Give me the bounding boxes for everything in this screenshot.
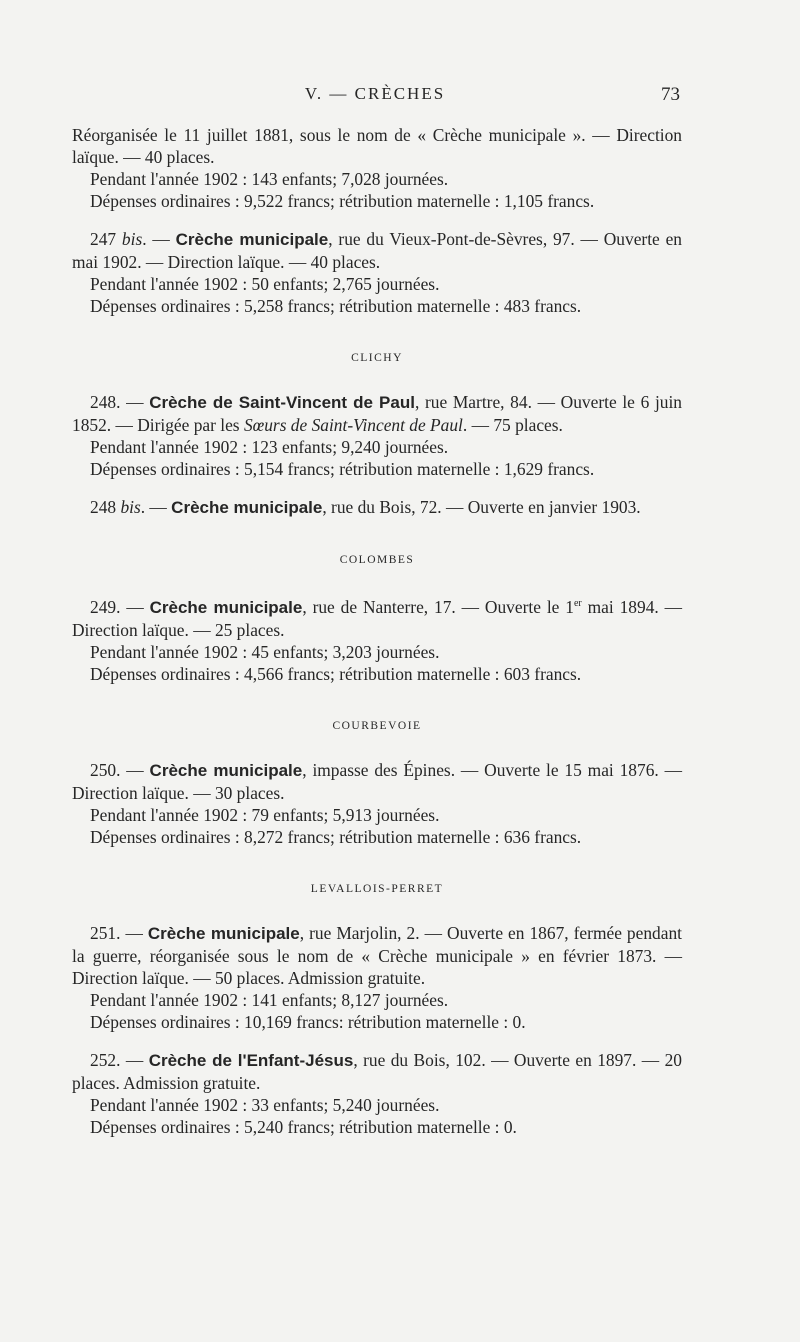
entry-247: 247 bis. — Crèche municipale, rue du Vieux-Pont-de-Sèvres, 97. — Ouverte en mai 1902. — Direction laïque. — 40 places. — [72, 229, 682, 272]
entry-title: Crèche de l'Enfant-Jésus — [148, 1050, 354, 1070]
paragraph: Réorganisée le 11 juillet 1881, sous le nom de « Crèche municipale ». — Direction laïque. — 40 places. — [72, 125, 682, 167]
entry-248-bis — [72, 496, 682, 519]
paragraph: Dépenses ordinaires : 10,169 francs: rétribution maternelle : 0. — [90, 1011, 526, 1032]
section-heading-colombes: COLOMBES — [339, 554, 415, 566]
entry-text: , rue du Vieux-Pont-de-Sèvres, 97. — Ouverte en mai 1902. — Direction laïque. — 40 places. — [72, 229, 682, 272]
paragraph: Pendant l'année 1902 : 45 enfants; 3,203 journées. — [90, 641, 440, 662]
paragraph: Pendant l'année 1902 : 79 enfants; 5,913 journées. — [90, 804, 440, 825]
entry-250 — [72, 759, 682, 804]
chapter-title: V. — CRÈCHES — [304, 84, 446, 103]
paragraph: Dépenses ordinaires : 5,258 francs; rétribution maternelle : 483 francs. — [90, 296, 582, 316]
paragraph: Dépenses ordinaires : 9,522 francs; rétribution maternelle : 1,105 francs. — [90, 191, 595, 211]
entry-title: Crèche municipale — [149, 597, 303, 617]
paragraph: Pendant l'année 1902 : 143 enfants; 7,028 journées. — [90, 169, 449, 189]
paragraph: Pendant l'année 1902 : 141 enfants; 8,127 journées. — [90, 989, 449, 1010]
entry-number: 251. — — [90, 922, 148, 943]
paragraph: Dépenses ordinaires : 5,154 francs; rétribution maternelle : 1,629 francs. — [90, 459, 595, 479]
entry-text: , impasse des Épines. — Ouverte le 15 mai 1876. — Direction laïque. — 30 places. — [72, 759, 682, 803]
entry-bis: bis — [120, 497, 141, 517]
paragraph: Pendant l'année 1902 : 33 enfants; 5,240 journées. — [90, 1094, 440, 1115]
entry-249 — [72, 593, 682, 641]
paragraph: Pendant l'année 1902 : 50 enfants; 2,765 journées. — [90, 274, 440, 294]
paragraph: Dépenses ordinaires : 5,240 francs; rétribution maternelle : 0. — [90, 1116, 517, 1137]
entry-number: 249. — — [90, 596, 150, 617]
entry-number: 247 — [90, 229, 117, 249]
paragraph: Dépenses ordinaires : 4,566 francs; rétribution maternelle : 603 francs. — [90, 663, 582, 684]
entry-title: Crèche municipale — [147, 923, 300, 943]
entry-title: Crèche municipale — [175, 230, 329, 249]
section-heading-levallois-perret: LEVALLOIS-PERRET — [310, 882, 444, 895]
entry-title: Crèche de Saint-Vincent de Paul — [149, 393, 415, 412]
entry-italic: Sœurs de Saint-Vincent de Paul — [243, 415, 463, 435]
paragraph: Pendant l'année 1902 : 123 enfants; 9,240 journées. — [90, 437, 449, 457]
entry-251 — [72, 922, 682, 989]
running-head — [70, 84, 680, 110]
page-number: 73 — [661, 84, 680, 105]
entry-dash: . — — [140, 497, 172, 517]
entry-text-end: . — 75 places. — [462, 415, 563, 435]
section-heading-clichy: CLICHY — [351, 352, 403, 364]
paragraph: Dépenses ordinaires : 8,272 francs; rétribution maternelle : 636 francs. — [90, 826, 582, 847]
section-heading-courbevoie: COURBEVOIE — [332, 719, 422, 732]
entry-text: , rue du Bois, 72. — Ouverte en janvier 1903. — [322, 497, 641, 517]
ordinal-superscript: er — [573, 598, 582, 609]
entry-text: , rue Martre, 84. — Ouverte le 6 juin 1852. — Dirigée par les — [72, 392, 682, 435]
entry-number: 250. — — [90, 759, 150, 780]
entry-text: , rue du Bois, 102. — Ouverte en 1897. — 20 places. Admission gratuite. — [72, 1049, 682, 1093]
entry-title: Crèche municipale — [149, 760, 303, 780]
entry-number: 248 — [90, 497, 121, 517]
entry-text: , rue Marjolin, 2. — Ouverte en 1867, fermée pendant la guerre, réorganisée sous le nom de « Crèche municipale » en février 1873. — Direction laïque. — 50 places. Admission gratuite. — [72, 922, 682, 988]
entry-text-cont: mai 1894. — Direction laïque. — 25 places. — [72, 596, 683, 640]
entry-text: , rue de Nanterre, 17. — Ouverte le 1 — [302, 596, 574, 617]
body-text — [72, 124, 682, 1138]
entry-title: Crèche municipale — [171, 498, 323, 517]
entry-252 — [72, 1049, 682, 1094]
entry-number: 252. — — [90, 1049, 149, 1070]
entry-bis: bis — [121, 229, 143, 249]
entry-number: 248. — — [90, 392, 150, 412]
entry-248 — [72, 391, 682, 436]
